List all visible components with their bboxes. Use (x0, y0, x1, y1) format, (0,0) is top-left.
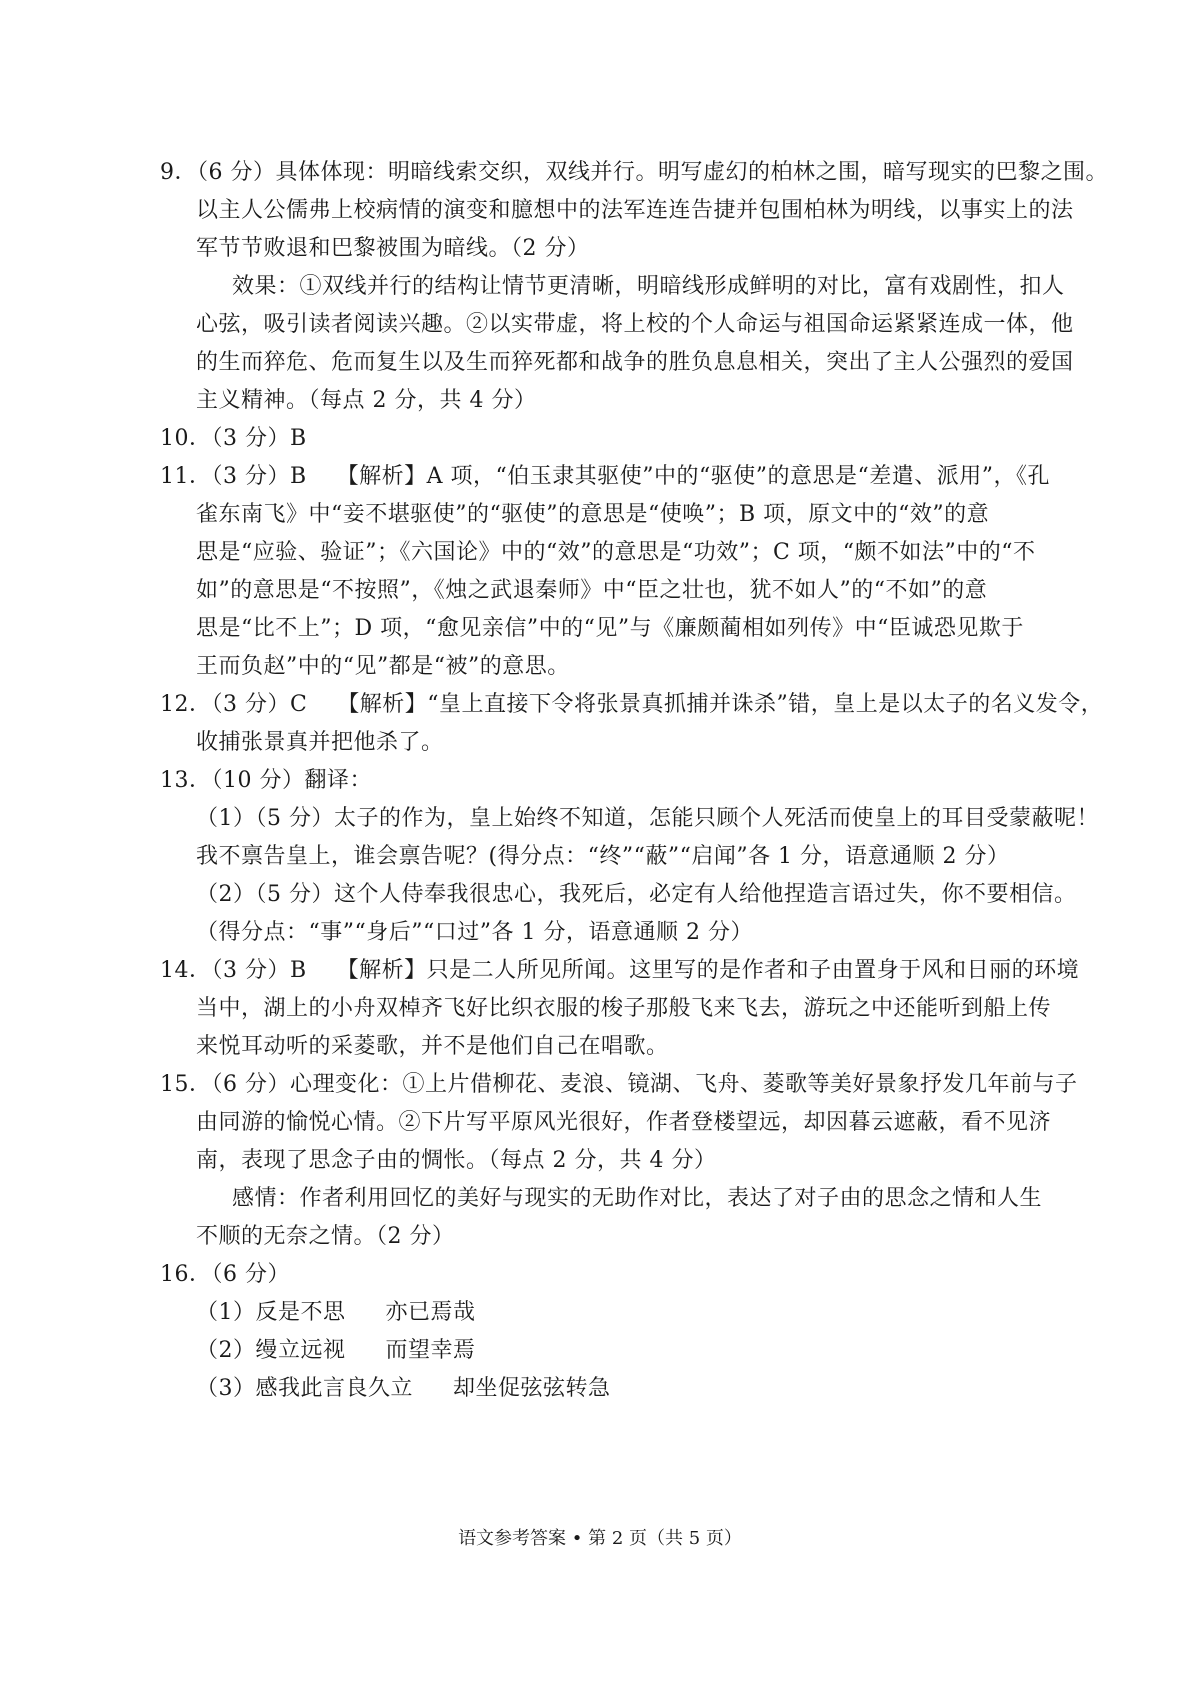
q9-line-7: 主义精神。（每点 2 分，共 4 分） (196, 388, 537, 413)
q11-line-4: 如”的意思是“不按照”，《烛之武退秦师》中“臣之壮也，犹不如人”的“不如”的意 (196, 578, 988, 603)
q9-line-1: 9．（6 分）具体体现：明暗线索交织，双线并行。明写虚幻的柏林之围，暗写现实的巴黎之围。 (160, 160, 1108, 185)
q15-line-3: 南，表现了思念子由的惆怅。（每点 2 分，共 4 分） (196, 1148, 717, 1173)
q13-line-4: （2）（5 分）这个人侍奉我很忠心，我死后，必定有人给他捏造言语过失，你不要相信。 (196, 882, 1077, 907)
q15-line-2: 由同游的愉悦心情。②下片写平原风光很好，作者登楼望远，却因暮云遮蔽，看不见济 (196, 1110, 1052, 1135)
q11-line-3: 思是“应验、验证”；《六国论》中的“效”的意思是“功效”；C 项，“颇不如法”中的“不 (196, 540, 1036, 565)
q14-line-2: 当中，湖上的小舟双棹齐飞好比织衣服的梭子那般飞来飞去，游玩之中还能听到船上传 (196, 996, 1052, 1021)
q13-line-5: （得分点：“事”“身后”“口过”各 1 分，语意通顺 2 分） (196, 920, 753, 945)
q9-line-2: 以主人公儒弗上校病情的演变和臆想中的法军连连告捷并包围柏林为明线，以事实上的法 (196, 198, 1074, 223)
q10-line-1: 10．（3 分）B (160, 426, 307, 451)
q16-item-1-label: （1）反是不思 (196, 1300, 346, 1325)
q9-line-3: 军节节败退和巴黎被围为暗线。（2 分） (196, 236, 590, 261)
q12-line-2: 收捕张景真并把他杀了。 (196, 730, 444, 755)
q11-line-2: 雀东南飞》中“妾不堪驱使”的“驱使”的意思是“使唤”；B 项，原文中的“效”的意 (196, 502, 990, 527)
q16-item-1 (196, 1298, 476, 1328)
q13-line-1: 13．（10 分）翻译： (160, 768, 372, 793)
q16-item-2 (196, 1336, 476, 1366)
q15-line-4: 感情：作者利用回忆的美好与现实的无助作对比，表达了对子由的思念之情和人生 (232, 1186, 1043, 1211)
q12-line-1: 12．（3 分）C 【解析】“皇上直接下令将张景真抓捕并诛杀”错，皇上是以太子的名义发令， (160, 692, 1104, 717)
q16-item-2-label: （2）缦立远视 (196, 1338, 346, 1363)
q16-line-1: 16．（6 分） (160, 1262, 290, 1287)
q15-line-5: 不顺的无奈之情。（2 分） (196, 1224, 455, 1249)
q16-item-3-label: （3）感我此言良久立 (196, 1376, 413, 1401)
q16-item-1-answer: 亦已焉哉 (385, 1300, 476, 1325)
page-footer: 语文参考答案 • 第 2 页（共 5 页） (458, 1528, 742, 1549)
q14-line-1: 14．（3 分）B 【解析】只是二人所见所闻。这里写的是作者和子由置身于风和日丽的环境 (160, 958, 1080, 983)
q16-item-3-answer: 却坐促弦弦转急 (453, 1376, 611, 1401)
q16-item-3 (196, 1374, 611, 1404)
q9-line-4: 效果：①双线并行的结构让情节更清晰，明暗线形成鲜明的对比，富有戏剧性，扣人 (232, 274, 1065, 299)
q13-line-2: （1）（5 分）太子的作为，皇上始终不知道，怎能只顾个人死活而使皇上的耳目受蒙蔽呢！ (196, 806, 1099, 831)
q11-line-1: 11．（3 分）B 【解析】A 项，“伯玉隶其驱使”中的“驱使”的意思是“差遣、派用”，《孔 (160, 464, 1051, 489)
q14-line-3: 来悦耳动听的采菱歌，并不是他们自己在唱歌。 (196, 1034, 669, 1059)
q16-item-2-answer: 而望幸焉 (385, 1338, 476, 1363)
q11-line-5: 思是“比不上”；D 项，“愈见亲信”中的“见”与《廉颇蔺相如列传》中“臣诚恐见欺于 (196, 616, 1024, 641)
q9-line-6: 的生而猝危、危而复生以及生而猝死都和战争的胜负息息相关，突出了主人公强烈的爱国 (196, 350, 1074, 375)
q13-line-3: 我不禀告皇上，谁会禀告呢？(得分点：“终”“蔽”“启闻”各 1 分，语意通顺 2 分） (196, 844, 1010, 869)
q9-line-5: 心弦，吸引读者阅读兴趣。②以实带虚，将上校的个人命运与祖国命运紧紧连成一体，他 (196, 312, 1074, 337)
q11-line-6: 王而负赵”中的“见”都是“被”的意思。 (196, 654, 570, 679)
q15-line-1: 15．（6 分）心理变化：①上片借柳花、麦浪、镜湖、飞舟、菱歌等美好景象抒发几年前与子 (160, 1072, 1078, 1097)
